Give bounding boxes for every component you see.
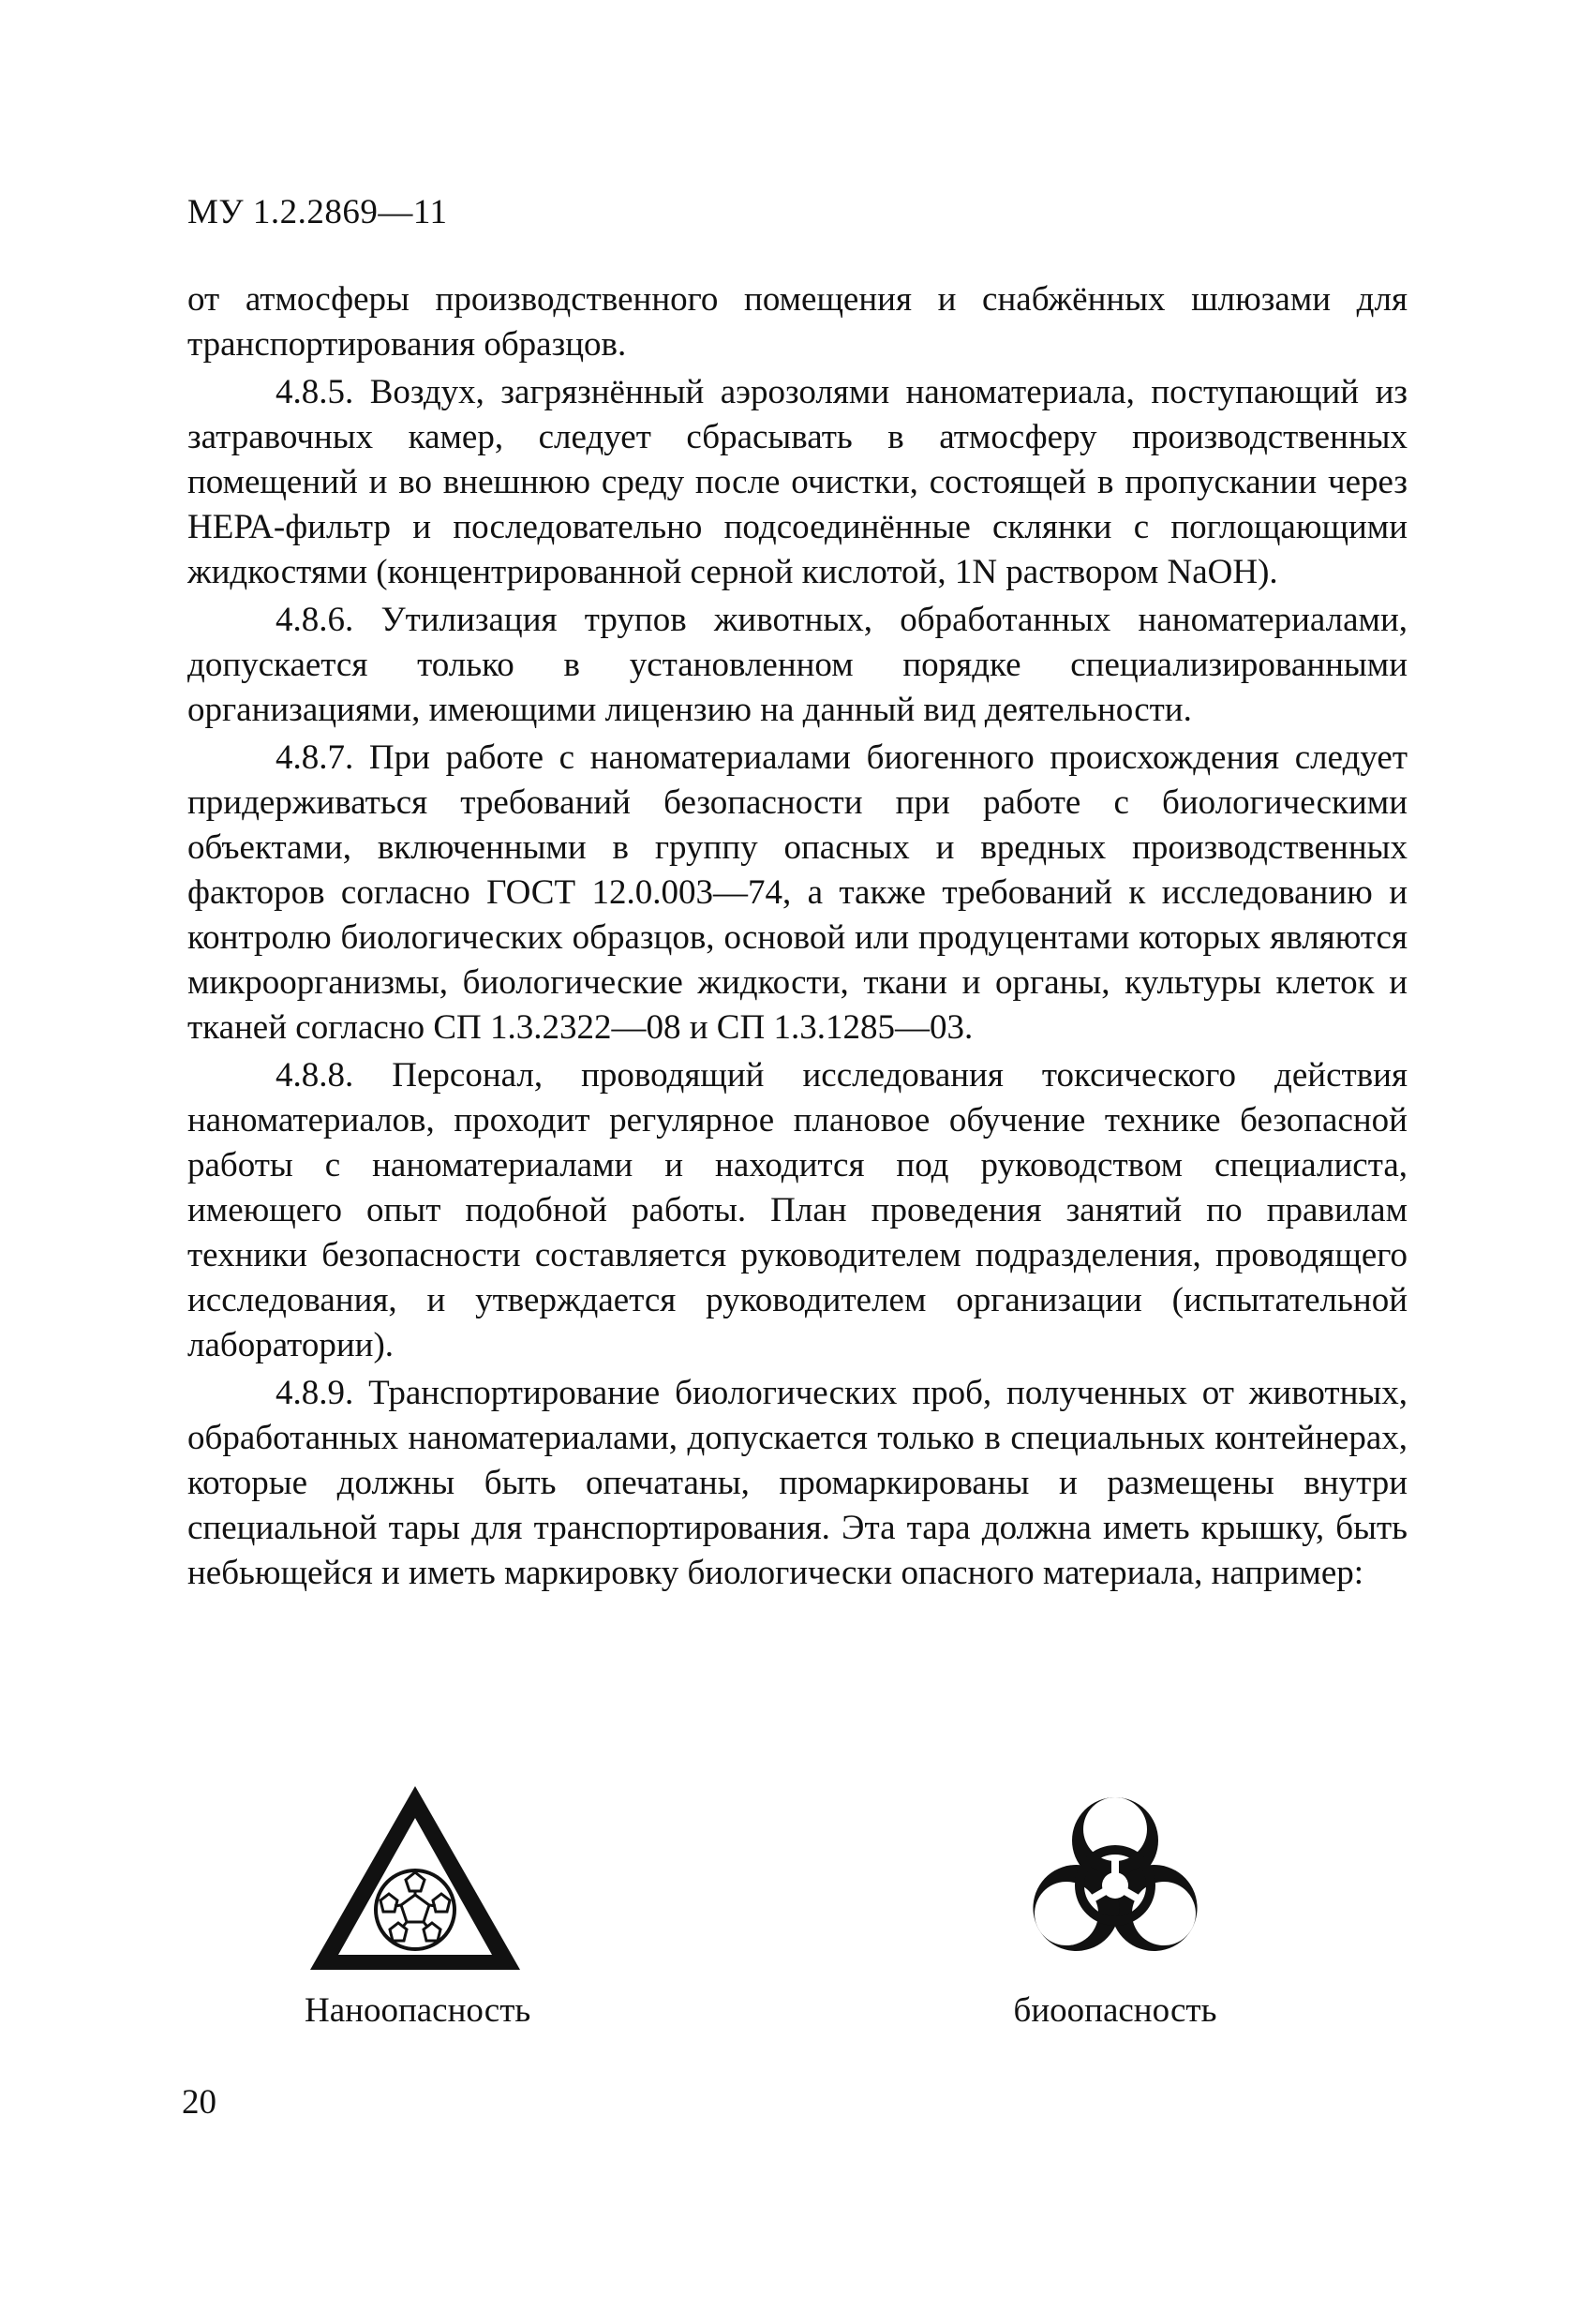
- paragraph-4-8-5: 4.8.5. Воздух, загрязнённый аэрозолями наноматериала, поступающий из затравочных камер, следует сбрасывать в атмосферу производственных помещений и во внешнюю среду после очистки, состоящей в пропускании через НЕРА-фильтр и последовательно подсоединённые склянки с поглощающими жидкостями (концентрированной серной кислотой, 1N раствором NaOH).: [187, 373, 1408, 591]
- nanohazard-triangle-icon: [305, 1780, 526, 1977]
- hazard-signs: [187, 1780, 1408, 2030]
- paragraph-4-8-9: 4.8.9. Транспортирование биологических проб, полученных от животных, обработанных наноматериалами, допускается только в специальных контейнерах, которые должны быть опечатаны, промаркированы и размещены внутри специальной тары для транспортирования. Эта тара должна иметь крышку, быть небьющейся и иметь маркировку биологически опасного материала, например:: [187, 1374, 1408, 1592]
- paragraph-continuation: от атмосферы производственного помещения и снабжённых шлюзами для транспортирования образцов.: [187, 280, 1408, 364]
- biohazard-sign: [975, 1780, 1256, 2031]
- biohazard-icon: [1017, 1780, 1214, 1977]
- nanohazard-sign: [305, 1780, 531, 2031]
- paragraph-4-8-7: 4.8.7. При работе с наноматериалами биогенного происхождения следует придерживаться требований безопасности при работе с биологическими объектами, включенными в группу опасных и вредных производственных факторов согласно ГОСТ 12.0.003—74, а также требований к исследованию и контролю биологических образцов, основой или продуцентами которых являются микроорганизмы, биологические жидкости, ткани и органы, культуры клеток и тканей согласно СП 1.3.2322—08 и СП 1.3.1285—03.: [187, 738, 1408, 1047]
- page-number: 20: [182, 2083, 216, 2122]
- biohazard-label: биоопасность: [1013, 1991, 1217, 2030]
- paragraph-4-8-6: 4.8.6. Утилизация трупов животных, обработанных наноматериалами, допускается только в установленном порядке специализированными организациями, имеющими лицензию на данный вид деятельности.: [187, 601, 1408, 729]
- document-body: [187, 277, 1408, 1599]
- nanohazard-label: Наноопасность: [305, 1991, 531, 2030]
- paragraph-4-8-8: 4.8.8. Персонал, проводящий исследования токсического действия наноматериалов, проходит регулярное плановое обучение технике безопасной работы с наноматериалами и находится под руководством специалиста, имеющего опыт подобной работы. План проведения занятий по правилам техники безопасности составляется руководителем подразделения, проводящего исследования, и утверждается руководителем организации (испытательной лаборатории).: [187, 1056, 1408, 1364]
- document-code: МУ 1.2.2869—11: [187, 193, 448, 231]
